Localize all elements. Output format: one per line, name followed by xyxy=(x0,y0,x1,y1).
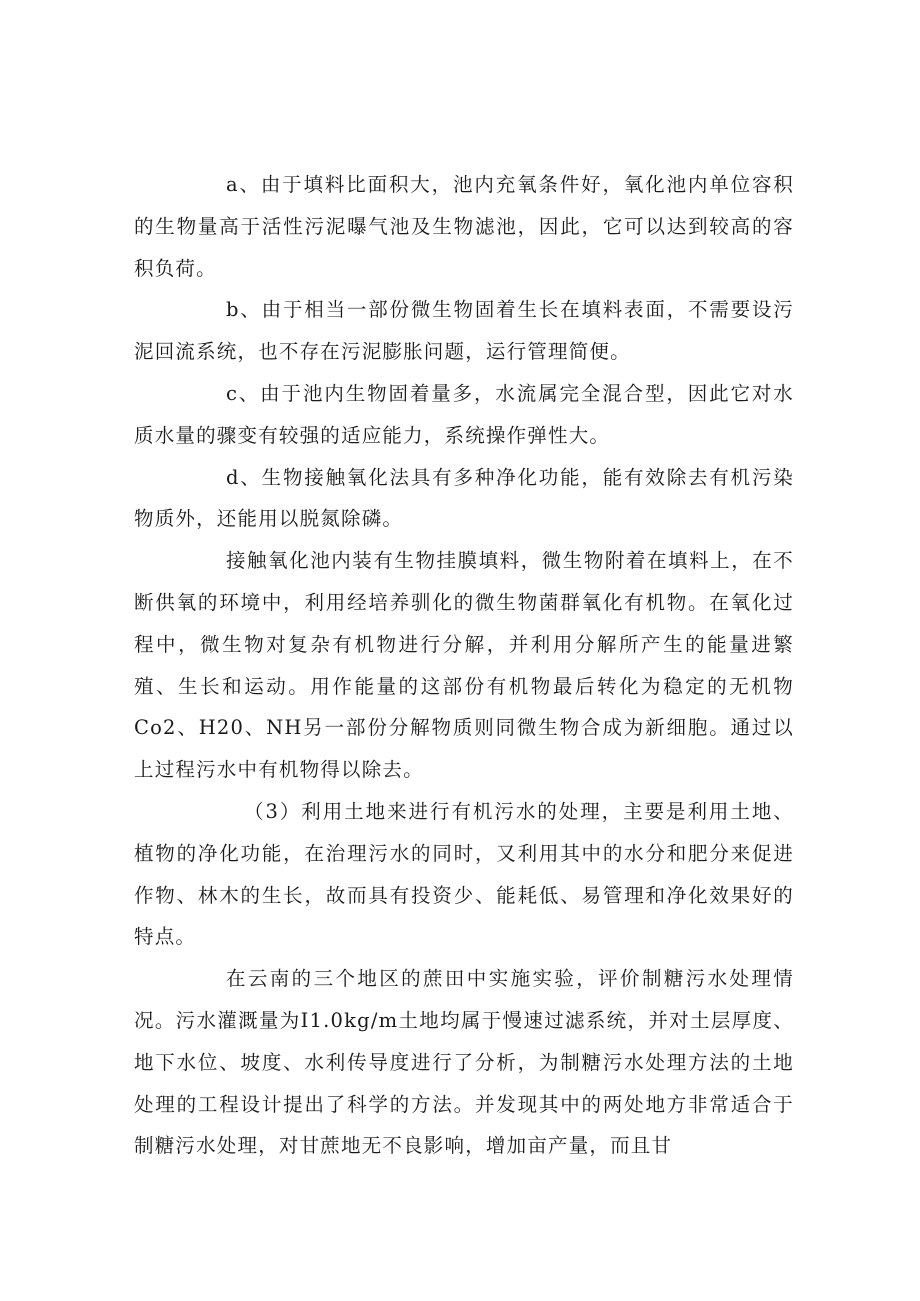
paragraph-yunnan-experiment: 在云南的三个地区的蔗田中实施实验，评价制糖污水处理情况。污水灌溉量为I1.0kg/m土地均属于慢速过滤系统，并对土层厚度、地下水位、坡度、水利传导度进行了分析，为制糖污水处理方法的土地处理的工程设计提出了科学的方法。并发现其中的两处地方非常适合于制糖污水处理，对甘蔗地无不良影响，增加亩产量，而且甘 xyxy=(134,967,794,1158)
paragraph-item-a: a、由于填料比面积大，池内充氧条件好，氧化池内单位容积的生物量高于活性污泥曝气池及生物滤池，因此，它可以达到较高的容积负荷。 xyxy=(134,173,794,280)
paragraph-item-c: c、由于池内生物固着量多，水流属完全混合型，因此它对水质水量的骤变有较强的适应能力，系统操作弹性大。 xyxy=(134,381,794,447)
paragraph-item-b: b、由于相当一部份微生物固着生长在填料表面，不需要设污泥回流系统，也不存在污泥膨胀问题，运行管理简便。 xyxy=(134,298,794,364)
paragraph-contact-oxidation: 接触氧化池内装有生物挂膜填料，微生物附着在填料上，在不断供氧的环境中，利用经培养驯化的微生物菌群氧化有机物。在氧化过程中，微生物对复杂有机物进行分解，并利用分解所产生的能量进繁殖、生长和运动。用作能量的这部份有机物最后转化为稳定的无机物Co2、H20、NH另一部份分解物质则同微生物合成为新细胞。通过以上过程污水中有机物得以除去。 xyxy=(134,549,794,782)
paragraph-item-d: d、生物接触氧化法具有多种净化功能，能有效除去有机污染物质外，还能用以脱氮除磷。 xyxy=(134,465,794,531)
body-text xyxy=(134,164,794,1167)
paragraph-land-treatment: （3）利用土地来进行有机污水的处理，主要是利用土地、植物的净化功能，在治理污水的同时，又利用其中的水分和肥分来促进作物、林木的生长，故而具有投资少、能耗低、易管理和净化效果好的特点。 xyxy=(134,799,794,949)
